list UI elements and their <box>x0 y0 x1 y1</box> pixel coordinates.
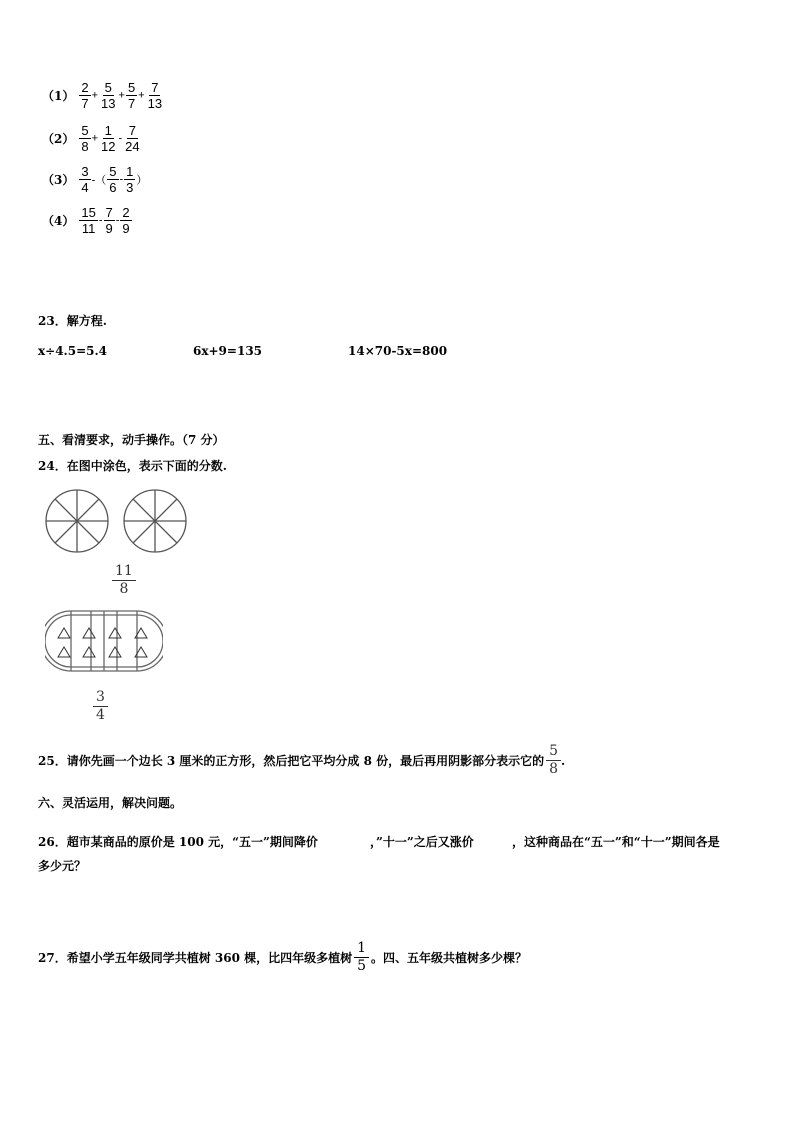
fraction-numerator: 15 <box>81 205 96 220</box>
fraction-numerator: 1 <box>104 123 112 138</box>
fraction <box>126 80 137 111</box>
fraction-denominator: 7 <box>127 96 136 111</box>
fraction-numerator: 7 <box>151 80 159 95</box>
q27 <box>38 940 527 975</box>
fraction-numerator: 5 <box>127 80 136 95</box>
calc-item-3 <box>42 164 147 195</box>
operator: + <box>91 89 99 102</box>
fraction <box>79 80 90 111</box>
calc-label: （2） <box>42 132 75 146</box>
fraction <box>79 164 90 195</box>
section-6-title: 六、灵活运用，解决问题。 <box>38 796 183 810</box>
q25-text: 25．请你先画一个边长 3 厘米的正方形，然后把它平均分成 8 份，最后再用阴影部分表示它的 <box>38 753 545 768</box>
triangle <box>109 647 121 657</box>
operator: + <box>91 132 99 145</box>
q27-text-a: 27．希望小学五年级同学共植树 360 棵，比四年级多植树 <box>38 950 353 965</box>
q25 <box>38 743 565 778</box>
fraction-denominator: 3 <box>126 180 134 195</box>
fraction-numerator: 1 <box>126 164 134 179</box>
fraction <box>124 164 135 195</box>
circle-left <box>46 490 108 552</box>
operator: - <box>98 214 103 227</box>
fraction <box>79 123 90 154</box>
q26-line-1b: ，”十一”之后又涨价 <box>370 835 474 849</box>
fraction <box>99 123 117 154</box>
fraction-denominator: 24 <box>125 139 140 154</box>
fraction <box>99 80 117 111</box>
fraction-numerator: 11 <box>112 563 136 581</box>
q23-title: 23．解方程. <box>38 314 107 328</box>
q23-equation-2: 6x+9=135 <box>193 344 263 358</box>
operator: - <box>119 173 124 186</box>
q23-equation-1: x÷4.5=5.4 <box>38 344 108 358</box>
fraction-3-4 <box>93 689 108 724</box>
q26-line-2: 多少元？ <box>38 859 87 873</box>
fraction-numerator: 5 <box>104 80 112 95</box>
operator: - <box>118 132 123 145</box>
fraction-numerator: 2 <box>81 80 89 95</box>
fraction <box>107 164 118 195</box>
fraction-numerator: 1 <box>354 940 369 958</box>
fraction-numerator: 5 <box>109 164 117 179</box>
triangle <box>109 628 121 638</box>
calc-expression <box>78 164 147 195</box>
q26-line-1c: ，这种商品在“五一”和“十一”期间各是 <box>512 835 720 849</box>
fraction-denominator: 5 <box>357 958 367 974</box>
fraction-denominator: 9 <box>122 221 130 236</box>
triangle <box>83 647 95 657</box>
q24-title: 24．在图中涂色，表示下面的分数. <box>38 459 227 473</box>
fraction-denominator: 8 <box>549 761 559 777</box>
circle-right <box>124 490 186 552</box>
fraction-numerator: 3 <box>81 164 89 179</box>
operator: ） <box>136 174 148 187</box>
fraction-denominator: 12 <box>101 139 116 154</box>
fraction-numerator: 7 <box>105 205 113 220</box>
fraction-denominator: 4 <box>96 707 105 723</box>
circle-diagram <box>42 488 202 554</box>
fraction-denominator: 13 <box>101 96 116 111</box>
fraction-denominator: 7 <box>81 96 89 111</box>
q27-text-b: 。四、五年级共植树多少棵？ <box>371 950 528 965</box>
fraction-numerator: 3 <box>93 689 108 707</box>
stadium-diagram <box>45 609 163 673</box>
fraction <box>79 205 97 236</box>
calc-item-2 <box>42 123 143 154</box>
triangle <box>58 647 70 657</box>
calc-label: （3） <box>42 173 75 187</box>
fraction-denominator: 4 <box>81 180 89 195</box>
fraction-denominator: 9 <box>105 221 113 236</box>
fraction-numerator: 5 <box>546 743 561 761</box>
fraction-denominator: 8 <box>81 139 89 154</box>
fraction <box>104 205 115 236</box>
fraction-numerator: 5 <box>81 123 89 138</box>
operator: + <box>118 89 125 102</box>
calc-item-1 <box>42 80 165 111</box>
operator: - <box>115 214 120 227</box>
calc-label: （4） <box>42 214 75 228</box>
fraction-denominator: 6 <box>109 180 117 195</box>
fraction-numerator: 2 <box>122 205 130 220</box>
calc-expression <box>78 205 132 236</box>
q23-equation-3: 14×70-5x=800 <box>348 344 448 358</box>
fraction-numerator: 7 <box>128 123 137 138</box>
triangle <box>83 628 95 638</box>
calc-item-4 <box>42 205 133 236</box>
fraction <box>123 123 141 154</box>
operator: -（ <box>91 174 107 187</box>
q25-end: . <box>561 753 566 768</box>
fraction-denominator: 13 <box>147 96 163 111</box>
fraction <box>120 205 131 236</box>
section-5-title: 五、看清要求，动手操作。（7 分） <box>38 433 225 447</box>
fraction <box>146 80 164 111</box>
operator: + <box>138 89 145 102</box>
calc-expression <box>78 123 142 154</box>
triangle <box>58 628 70 638</box>
q26-line-1a: 26．超市某商品的原价是 100 元，“五一”期间降价 <box>38 835 318 849</box>
fraction-denominator: 11 <box>81 221 96 236</box>
calc-label: （1） <box>42 89 75 103</box>
fraction-denominator: 8 <box>119 581 129 597</box>
fraction-11-8 <box>112 563 136 598</box>
calc-expression <box>78 80 165 111</box>
